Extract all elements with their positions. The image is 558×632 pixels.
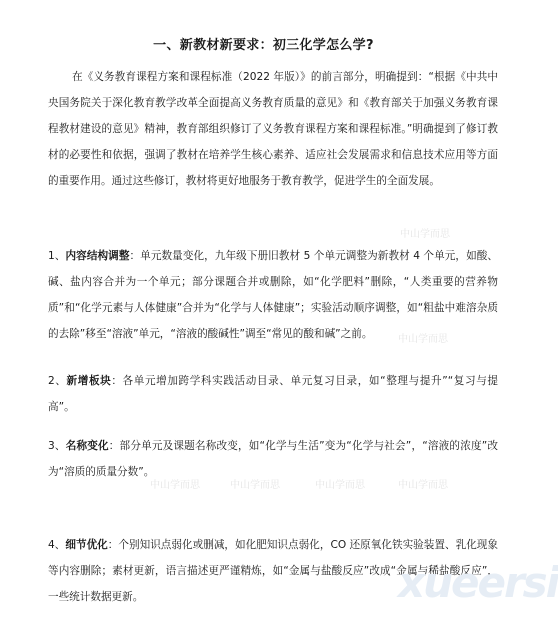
section-text: ：各单元增加跨学科实践活动目录、单元复习目录，如“整理与提升”“复习与提高”。 [48,375,498,413]
intro-paragraph: 在《义务教育课程方案和课程标准（2022 年版）》的前言部分，明确提到：“根据《中共中央国务院关于深化教育教学改革全面提高义务教育质量的意见》和《教育部关于加强义务教育课程教材建设的意见》精神，教育部组织修订了义务教育课程方案和课程标准。”明确提到了修订教材的必要性和依据，强调了教材在培养学生核心素养、适应社会发展需求和信息技术应用等方面的重要作用。通过这些修订，教材将更好地服务于教育教学，促进学生的全面发展。 [48,71,498,187]
section-text: ：部分单元及课题名称改变，如“化学与生活”变为“化学与社会”，“溶液的浓度”改为“溶质的质量分数”。 [48,440,498,478]
section-text: ：单元数量变化，九年级下册旧教材 5 个单元调整为新教材 4 个单元，如酸、碱、盐内容合并为一个单元；部分课题合并或删除，如“化学肥料”删除，“人类重要的营养物质”和“化学元素与人体健康”合并为“化学与人体健康”；实验活动顺序调整，如“粗盐中难溶杂质的去除”移至“溶液”单元，“溶液的酸碱性”调至“常见的酸和碱”之前。 [48,250,499,340]
section-name-changes [48,433,498,485]
section-text: ：个别知识点弱化或删减，如化肥知识点弱化，CO 还原氧化铁实验装置、乳化现象等内容删除；素材更新，语言描述更严谨精炼，如“金属与盐酸反应”改成“金属与稀盐酸反应”，一些统计数据更新。 [48,539,498,603]
section-detail-optimization [48,532,498,610]
page-title: 一、新教材新要求：初三化学怎么学? [153,38,374,53]
section-heading: 内容结构调整 [65,250,130,262]
watermark-text: 中山学而思 [230,480,280,491]
watermark-text: 中山学而思 [150,480,200,491]
section-number: 4、 [48,539,66,551]
section-number: 3、 [48,440,66,452]
section-new-blocks [48,368,498,420]
watermark-text: 中山学而思 [400,229,450,240]
section-content-structure [48,243,498,347]
section-heading: 新增板块 [66,375,112,387]
watermark-logo: xueersi [398,558,558,607]
section-heading: 细节优化 [65,539,108,551]
watermark-text: 中山学而思 [398,334,448,345]
watermark-text: 中山学而思 [315,480,365,491]
section-number: 1、 [48,250,66,262]
section-heading: 名称变化 [65,440,109,452]
section-number: 2、 [48,375,67,387]
watermark-text: 中山学而思 [398,480,448,491]
